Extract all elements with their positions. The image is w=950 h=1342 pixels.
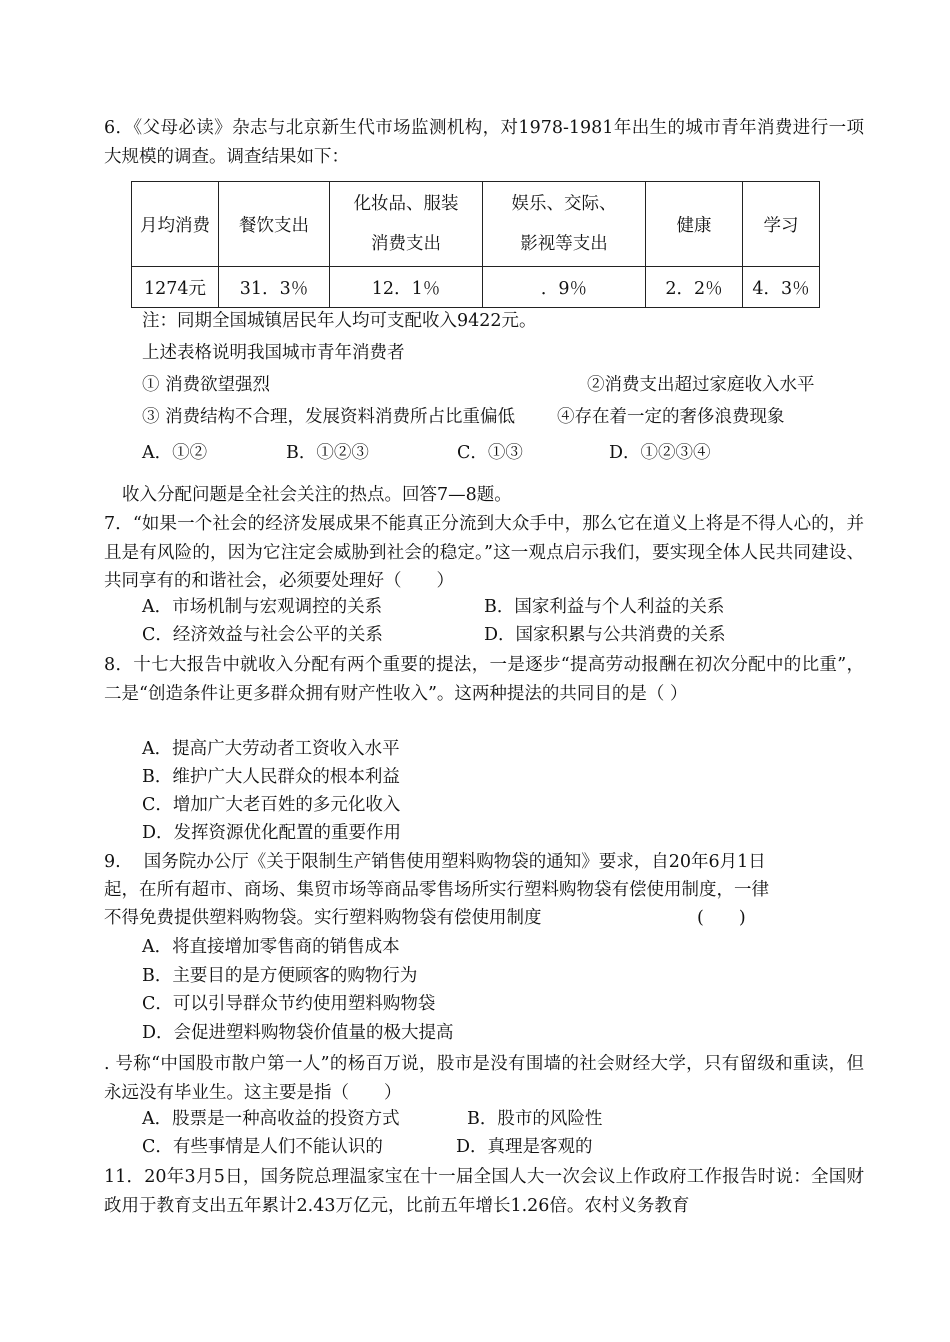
q9-stem-line-1: 9. 国务院办公厅《关于限制生产销售使用塑料购物袋的通知》要求，自20年6月1日 [104, 852, 766, 872]
q9-option-d: D．会促进塑料购物袋价值量的极大提高 [142, 1023, 454, 1043]
q6-note: 注：同期全国城镇居民年人均可支配收入9422元。 [142, 311, 537, 331]
table-cell: 2．2％ [646, 267, 743, 308]
table-header: 学习 [743, 182, 820, 267]
q9-option-a: A．将直接增加零售商的销售成本 [142, 937, 400, 957]
q6-option-b: B．①②③ [286, 443, 369, 463]
q8-option-d: D．发挥资源优化配置的重要作用 [142, 823, 402, 843]
q6-statement-4: ④存在着一定的奢侈浪费现象 [557, 407, 785, 427]
q6-stem: 6．《父母必读》杂志与北京新生代市场监测机构，对1978-1981年出生的城市青年消费进行一项大规模的调查。调查结果如下： [104, 118, 864, 167]
q7-option-c: C．经济效益与社会公平的关系 [142, 625, 383, 645]
q10-option-b: B．股市的风险性 [467, 1109, 603, 1129]
q6-option-a: A．①② [142, 443, 208, 463]
table-cell: ．9％ [483, 267, 646, 308]
q6-option-c: C．①③ [457, 443, 523, 463]
q9-option-c: C．可以引导群众节约使用塑料购物袋 [142, 994, 436, 1014]
q7-option-a: A．市场机制与宏观调控的关系 [142, 597, 383, 617]
consumption-table [131, 181, 820, 308]
q8-option-c: C．增加广大老百姓的多元化收入 [142, 795, 401, 815]
q10-option-c: C．有些事情是人们不能认识的 [142, 1137, 383, 1157]
q6-prompt: 上述表格说明我国城市青年消费者 [142, 343, 405, 363]
table-header-line: 化妆品、服装 [353, 194, 459, 214]
q11-stem: 11．20年3月5日，国务院总理温家宝在十一届全国人大一次会议上作政府工作报告时说：全国财政用于教育支出五年累计2.43万亿元，比前五年增长1.26倍。农村义务教育 [104, 1167, 864, 1216]
q6-statement-1: ① 消费欲望强烈 [142, 375, 271, 395]
table-header: 餐饮支出 [219, 182, 330, 267]
q6-option-d: D．①②③④ [609, 443, 711, 463]
q8-option-a: A．提高广大劳动者工资收入水平 [142, 739, 400, 759]
table-header-line: 影视等支出 [520, 234, 608, 254]
q7-option-b: B．国家利益与个人利益的关系 [484, 597, 725, 617]
q10-stem: . 号称“中国股市散户第一人”的杨百万说，股市是没有围墙的社会财经大学，只有留级和重读，但永远没有毕业生。这主要是指（ ） [104, 1054, 864, 1103]
table-header-line: 消费支出 [371, 234, 441, 254]
table-header [483, 182, 646, 267]
q8-stem: 8．十七大报告中就收入分配有两个重要的提法，一是逐步“提高劳动报酬在初次分配中的比重”，二是“创造条件让更多群众拥有财产性收入”。这两种提法的共同目的是（ ） [104, 655, 864, 704]
table-header-line: 娱乐、交际、 [511, 194, 617, 214]
q7-option-d: D．国家积累与公共消费的关系 [484, 625, 726, 645]
q9-answer-paren: ( ) [697, 908, 746, 928]
q7-stem: 7．“如果一个社会的经济发展成果不能真正分流到大众手中，那么它在道义上将是不得人心的，并且是有风险的，因为它注定会威胁到社会的稳定。”这一观点启示我们，要实现全体人民共同建设、共同享有的和谐社会，必须要处理好（ ） [104, 514, 864, 591]
q6-statement-2: ②消费支出超过家庭收入水平 [587, 375, 815, 395]
table-header: 月均消费 [132, 182, 219, 267]
table-cell: 1274元 [132, 267, 219, 308]
q8-option-b: B．维护广大人民群众的根本利益 [142, 767, 400, 787]
table-cell: 12．1％ [330, 267, 483, 308]
table-cell: 4．3％ [743, 267, 820, 308]
q9-stem-line-3: 不得免费提供塑料购物袋。实行塑料购物袋有偿使用制度 [104, 908, 542, 928]
table-cell: 31．3％ [219, 267, 330, 308]
q10-option-d: D．真理是客观的 [456, 1137, 593, 1157]
q6-statement-3: ③ 消费结构不合理，发展资料消费所占比重偏低 [142, 407, 516, 427]
table-header [330, 182, 483, 267]
q9-option-b: B．主要目的是方便顾客的购物行为 [142, 966, 418, 986]
intro-7-8: 收入分配问题是全社会关注的热点。回答7—8题。 [122, 485, 512, 505]
q9-stem-line-2: 起，在所有超市、商场、集贸市场等商品零售场所实行塑料购物袋有偿使用制度，一律 [104, 880, 769, 900]
table-header: 健康 [646, 182, 743, 267]
q10-option-a: A．股票是一种高收益的投资方式 [142, 1109, 400, 1129]
